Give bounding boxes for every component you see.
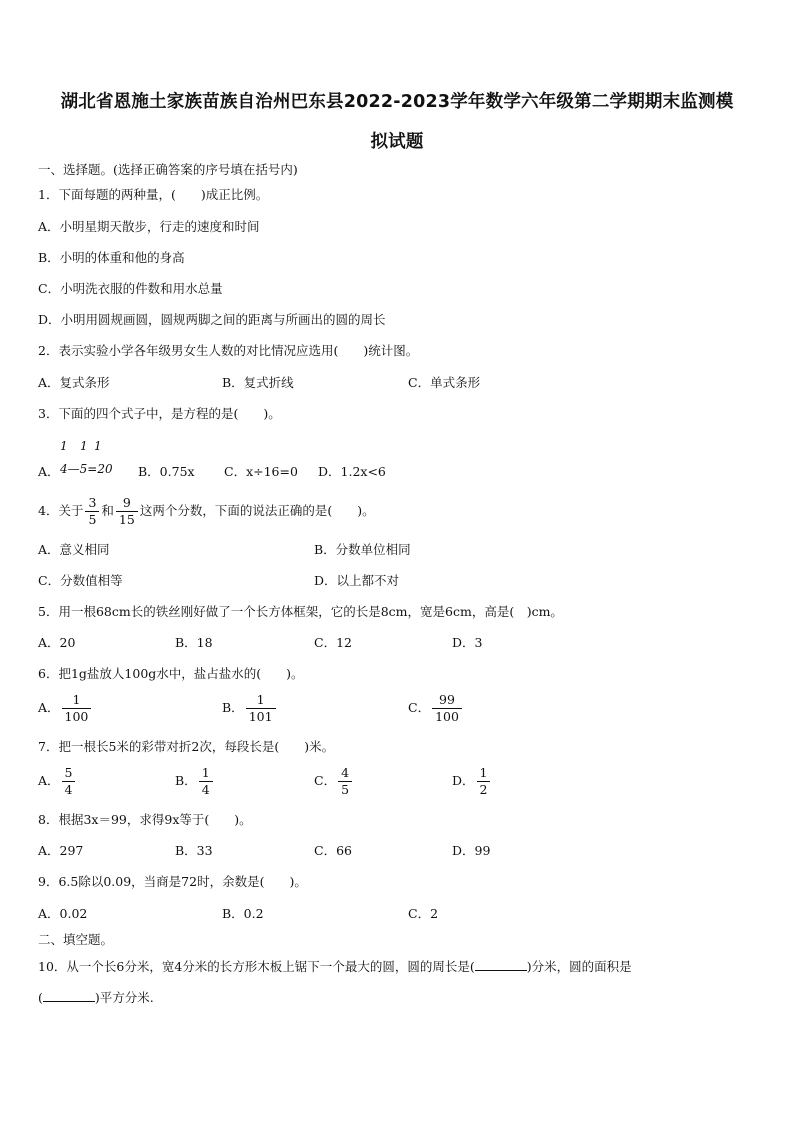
fraction-5-4 — [62, 765, 76, 798]
question-3-option-b: B．0.75x — [138, 464, 195, 479]
option-label: C． — [408, 700, 431, 715]
question-1-option-a: A．小明星期天散步，行走的速度和时间 — [38, 219, 260, 234]
fraction-numerator: 1 — [201, 765, 210, 780]
fraction-numerator: 99 — [439, 692, 455, 707]
question-5-option-b: B．18 — [175, 635, 213, 650]
fraction-denominator: 100 — [62, 708, 92, 725]
question-7-stem: 7．把一根长5米的彩带对折2次，每段长是( )米。 — [38, 739, 335, 754]
question-3-option-c: C．x÷16=0 — [224, 464, 298, 479]
question-8-option-a: A．297 — [38, 843, 84, 858]
question-1-option-d: D．小明用圆规画圆，圆规两脚之间的距离与所画出的圆的周长 — [38, 312, 386, 327]
question-10-text-a: 10．从一个长6分米，宽4分米的长方形木板上锯下一个最大的圆，圆的周长是( — [38, 959, 475, 974]
question-2-option-b: B．复式折线 — [222, 375, 294, 390]
fraction-3-5 — [85, 495, 99, 528]
question-9-stem: 9．6.5除以0.09，当商是72时，余数是( )。 — [38, 874, 307, 889]
option-label: A． — [38, 700, 60, 715]
question-4-stem-and: 和 — [101, 503, 114, 518]
fraction-numerator: 1 — [80, 439, 88, 453]
question-8-option-d: D．99 — [452, 843, 491, 858]
section-heading-fill: 二、填空题。 — [38, 932, 114, 947]
question-8-stem: 8．根据3x＝99，求得9x等于( )。 — [38, 812, 252, 827]
question-5-option-d: D．3 — [452, 635, 483, 650]
question-4-stem — [38, 495, 375, 528]
question-1-stem: 1．下面每题的两种量，( )成正比例。 — [38, 187, 269, 202]
fraction-denominator: 4 — [199, 781, 213, 798]
question-10-line1 — [38, 958, 632, 975]
fraction-1-101 — [246, 692, 276, 725]
question-4-option-b: B．分数单位相同 — [314, 542, 411, 557]
fraction-denominator: 5 — [85, 511, 99, 528]
fraction-1-2 — [477, 765, 491, 798]
fraction-denominator: 100 — [432, 708, 462, 725]
question-4-option-a: A．意义相同 — [38, 542, 110, 557]
question-4-stem-prefix: 4．关于 — [38, 503, 84, 518]
fraction-1-4 — [199, 765, 213, 798]
option-label: C． — [314, 773, 337, 788]
question-6-stem: 6．把1g盐放人100g水中，盐占盐水的( )。 — [38, 666, 304, 681]
fraction-numerator: 1 — [94, 439, 102, 453]
question-7-option-a — [38, 765, 77, 798]
question-8-option-b: B．33 — [175, 843, 213, 858]
fraction-numerator: 1 — [479, 765, 488, 780]
fraction-9-15 — [116, 495, 138, 528]
question-6-option-c — [408, 692, 464, 725]
question-2-option-a: A．复式条形 — [38, 375, 110, 390]
answer-blank[interactable] — [43, 989, 95, 1002]
fraction-numerator: 1 — [60, 439, 68, 453]
question-9-option-a: A．0.02 — [38, 906, 88, 921]
fraction-denominator: 15 — [116, 511, 138, 528]
option-label: B． — [175, 773, 197, 788]
question-9-option-c: C．2 — [408, 906, 439, 921]
question-7-option-c — [314, 765, 354, 798]
fraction-numerator: 3 — [88, 495, 97, 510]
question-1-option-b: B．小明的体重和他的身高 — [38, 250, 185, 265]
question-5-option-a: A．20 — [38, 635, 76, 650]
question-10-text-d: )平方分米. — [94, 990, 154, 1005]
question-8-option-c: C．66 — [314, 843, 352, 858]
fraction-numerator: 9 — [122, 495, 131, 510]
question-6-option-a — [38, 692, 93, 725]
question-3-option-d: D．1.2x<6 — [318, 464, 386, 479]
fraction-denominator: 5 — [338, 781, 352, 798]
option-label: A． — [38, 773, 60, 788]
fraction-denominator: 4 — [62, 781, 76, 798]
question-3-option-a-expression — [60, 439, 102, 453]
answer-blank[interactable] — [475, 958, 527, 971]
fraction-4-5 — [338, 765, 352, 798]
question-2-stem: 2．表示实验小学各年级男女生人数的对比情况应选用( )统计图。 — [38, 343, 419, 358]
question-3-option-a-label: A． — [38, 464, 60, 479]
fraction-numerator: 1 — [72, 692, 81, 707]
fraction-denominator: 2 — [477, 781, 491, 798]
question-5-stem: 5．用一根68cm长的铁丝刚好做了一个长方体框架，它的长是8cm，宽是6cm，高是( )cm。 — [38, 604, 563, 619]
fraction-99-100 — [432, 692, 462, 725]
question-9-option-b: B．0.2 — [222, 906, 264, 921]
page-title-line1: 湖北省恩施土家族苗族自治州巴东县2022-2023学年数学六年级第二学期期末监测模 — [60, 92, 734, 112]
question-3-option-a-bottom: 4—5=20 — [60, 462, 113, 476]
question-2-option-c: C．单式条形 — [408, 375, 481, 390]
option-label: D． — [452, 773, 475, 788]
section-heading-choice: 一、选择题。(选择正确答案的序号填在括号内) — [38, 162, 298, 177]
fraction-numerator: 5 — [64, 765, 73, 780]
question-10-text-c: ( — [38, 990, 43, 1005]
fraction-1-100 — [62, 692, 92, 725]
question-3-stem: 3．下面的四个式子中，是方程的是( )。 — [38, 406, 281, 421]
question-4-option-d: D．以上都不对 — [314, 573, 400, 588]
question-10-text-b: )分米，圆的面积是 — [526, 959, 632, 974]
question-10-line2 — [38, 989, 154, 1006]
option-label: B． — [222, 700, 244, 715]
question-7-option-b — [175, 765, 215, 798]
question-6-option-b — [222, 692, 278, 725]
question-7-option-d — [452, 765, 492, 798]
fraction-denominator: 101 — [246, 708, 276, 725]
page-title-line2: 拟试题 — [370, 132, 424, 152]
question-5-option-c: C．12 — [314, 635, 352, 650]
question-4-stem-suffix: 这两个分数，下面的说法正确的是( )。 — [139, 503, 375, 518]
question-4-option-c: C．分数值相等 — [38, 573, 123, 588]
question-1-option-c: C．小明洗衣服的件数和用水总量 — [38, 281, 223, 296]
fraction-numerator: 4 — [341, 765, 350, 780]
fraction-numerator: 1 — [256, 692, 265, 707]
